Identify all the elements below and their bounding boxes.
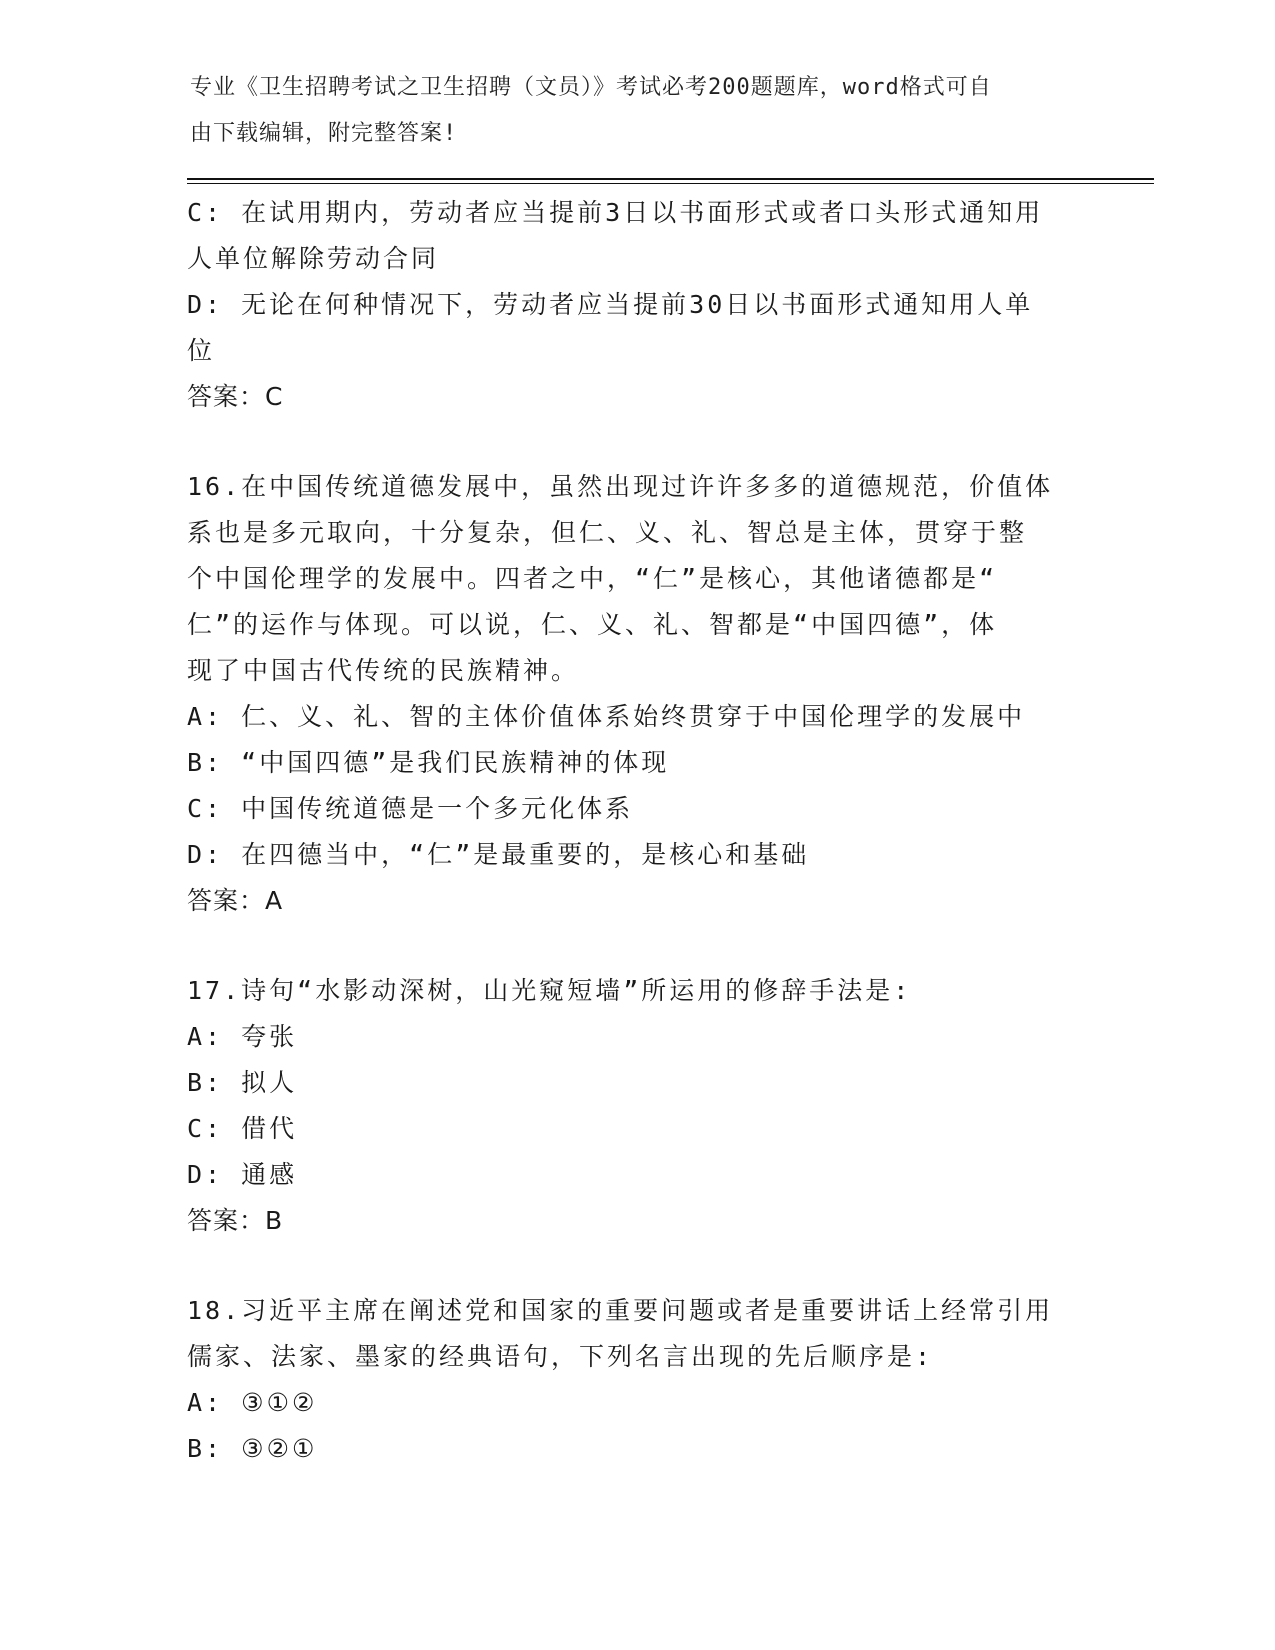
question-18-option-b: B: ③②① (187, 1434, 318, 1463)
question-16-option-c: C: 中国传统道德是一个多元化体系 (187, 794, 634, 823)
question-18-option-a: A: ③①② (187, 1388, 318, 1417)
question-16 (187, 464, 1087, 924)
page-header (190, 73, 1090, 165)
question-15-continued (187, 190, 1087, 420)
question-16-stem-line-3: 个中国伦理学的发展中。四者之中，“仁”是核心，其他诸德都是“ (187, 564, 998, 593)
question-16-stem-line-1: 16.在中国传统道德发展中，虽然出现过许许多多的道德规范，价值体 (187, 472, 1054, 501)
header-line-1: 专业《卫生招聘考试之卫生招聘（文员）》考试必考200题题库，word格式可自 (190, 75, 992, 100)
question-17 (187, 968, 1087, 1244)
question-16-stem-line-4: 仁”的运作与体现。可以说，仁、义、礼、智都是“中国四德”，体 (187, 610, 998, 639)
question-16-option-b: B: “中国四德”是我们民族精神的体现 (187, 748, 670, 777)
option-d-line-1: D: 无论在何种情况下，劳动者应当提前30日以书面形式通知用人单 (187, 290, 1034, 319)
spacer (187, 924, 1087, 968)
question-17-option-c: C: 借代 (187, 1114, 298, 1143)
header-divider-thin (187, 183, 1154, 184)
question-17-option-d: D: 通感 (187, 1160, 298, 1189)
question-18 (187, 1288, 1087, 1472)
question-18-stem-line-2: 儒家、法家、墨家的经典语句，下列名言出现的先后顺序是: (187, 1342, 934, 1371)
header-line-2: 由下载编辑，附完整答案! (190, 121, 458, 146)
question-16-stem-line-5: 现了中国古代传统的民族精神。 (187, 656, 580, 685)
question-16-option-a: A: 仁、义、礼、智的主体价值体系始终贯穿于中国伦理学的发展中 (187, 702, 1026, 731)
option-c-line-1: C: 在试用期内，劳动者应当提前3日以书面形式或者口头形式通知用 (187, 198, 1044, 227)
question-16-option-d: D: 在四德当中，“仁”是最重要的，是核心和基础 (187, 840, 810, 869)
spacer (187, 420, 1087, 464)
question-17-option-a: A: 夸张 (187, 1022, 298, 1051)
option-c-line-2: 人单位解除劳动合同 (187, 244, 440, 273)
spacer (187, 1244, 1087, 1288)
answer-15: 答案：C (187, 382, 284, 411)
question-16-stem-line-2: 系也是多元取向，十分复杂，但仁、义、礼、智总是主体，贯穿于整 (187, 518, 1028, 547)
answer-16: 答案：A (187, 886, 284, 915)
question-17-option-b: B: 拟人 (187, 1068, 298, 1097)
option-d-line-2: 位 (187, 336, 216, 365)
document-body (187, 190, 1087, 1472)
question-18-stem-line-1: 18.习近平主席在阐述党和国家的重要问题或者是重要讲话上经常引用 (187, 1296, 1054, 1325)
answer-17: 答案：B (187, 1206, 284, 1235)
header-divider-thick (187, 178, 1154, 180)
question-17-stem-line-1: 17.诗句“水影动深树，山光窥短墙”所运用的修辞手法是: (187, 976, 912, 1005)
